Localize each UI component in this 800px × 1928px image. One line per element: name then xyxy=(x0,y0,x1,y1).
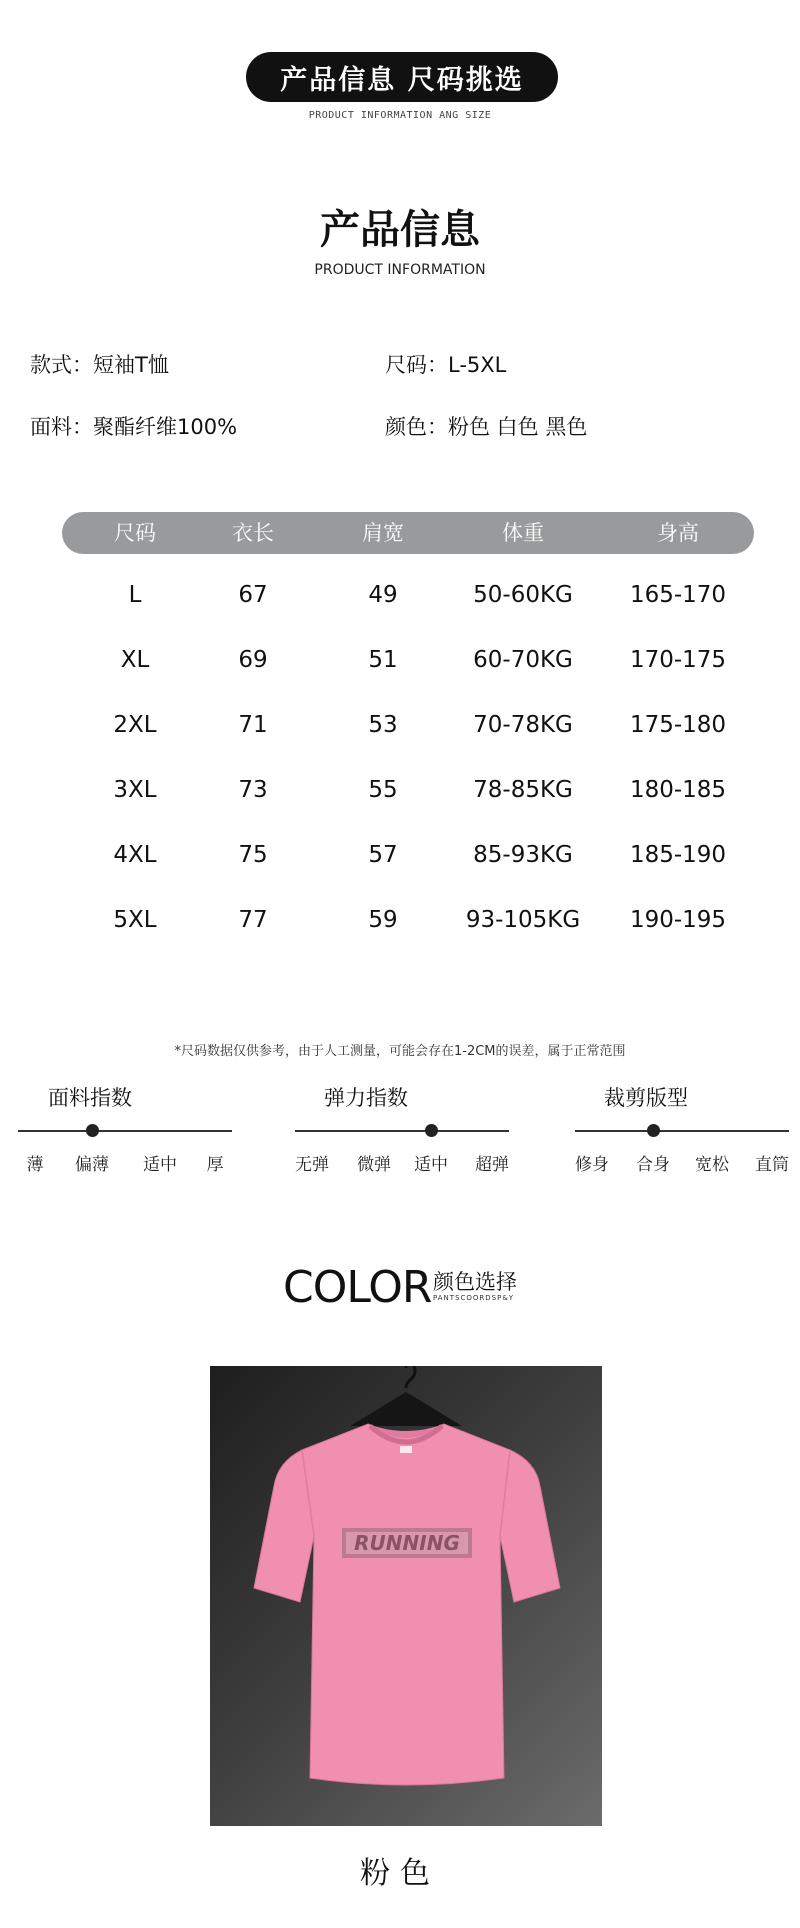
size-table-cell: 93-105KG xyxy=(465,907,581,933)
tshirt-illustration xyxy=(210,1366,602,1826)
indicator-label: 合身 xyxy=(636,1155,670,1175)
size-table-cell: 67 xyxy=(238,582,268,608)
indicator-title: 裁剪版型 xyxy=(604,1086,688,1110)
size-table-cell: 73 xyxy=(238,777,268,803)
indicator-label: 适中 xyxy=(143,1155,177,1175)
size-table-cell: 165-170 xyxy=(629,582,727,608)
size-table-cell: 190-195 xyxy=(629,907,727,933)
size-table-cell: 55 xyxy=(368,777,398,803)
size-table-cell: 51 xyxy=(368,647,398,673)
indicator-label: 适中 xyxy=(414,1155,448,1175)
size-table-cell: 71 xyxy=(238,712,268,738)
size-table-cell: 60-70KG xyxy=(473,647,573,673)
size-table-cell: 49 xyxy=(368,582,398,608)
size-table-cell: XL xyxy=(120,647,150,673)
size-table-cell: 57 xyxy=(368,842,398,868)
size-table-cell: 5XL xyxy=(113,907,157,933)
indicator-track xyxy=(18,1130,232,1132)
indicator-label: 薄 xyxy=(26,1155,44,1175)
indicator-title: 弹力指数 xyxy=(324,1086,408,1110)
indicator-label: 微弹 xyxy=(357,1155,391,1175)
indicator-track xyxy=(295,1130,509,1132)
indicator-label: 厚 xyxy=(206,1155,224,1175)
info-fabric: 面料：聚酯纤维100% xyxy=(30,415,238,439)
color-heading-small: PANTSCOORDSP&Y xyxy=(433,1294,515,1302)
info-size: 尺码：L-5XL xyxy=(385,353,507,377)
photo-caption: 粉色 xyxy=(360,1856,440,1891)
header-pill: 产品信息 尺码挑选 xyxy=(246,52,558,102)
info-color: 颜色：粉色 白色 黑色 xyxy=(385,415,588,439)
print-text: RUNNING xyxy=(354,1531,460,1555)
color-heading-cn: 颜色选择 xyxy=(433,1270,517,1294)
indicator-label: 超弹 xyxy=(475,1155,509,1175)
size-table-cell: 170-175 xyxy=(629,647,727,673)
size-table-cell: 78-85KG xyxy=(473,777,573,803)
size-table-header: 肩宽 xyxy=(362,521,404,545)
size-table-cell: 2XL xyxy=(113,712,157,738)
indicator-marker xyxy=(647,1124,660,1137)
indicator-label: 无弹 xyxy=(295,1155,329,1175)
size-table-cell: 53 xyxy=(368,712,398,738)
size-table-cell: 69 xyxy=(238,647,268,673)
size-table-header: 体重 xyxy=(502,521,544,545)
size-table-cell: 185-190 xyxy=(629,842,727,868)
size-table-cell: 3XL xyxy=(113,777,157,803)
indicator-label: 宽松 xyxy=(695,1155,729,1175)
indicator-track xyxy=(575,1130,789,1132)
size-table-header: 尺码 xyxy=(114,521,156,545)
info-style: 款式：短袖T恤 xyxy=(30,353,169,377)
indicator-title: 面料指数 xyxy=(48,1086,132,1110)
header-subtitle: PRODUCT INFORMATION ANG SIZE xyxy=(308,110,492,121)
size-table-cell: 70-78KG xyxy=(473,712,573,738)
size-table-header: 衣长 xyxy=(232,521,274,545)
size-table-header: 身高 xyxy=(657,521,699,545)
size-table-cell: 85-93KG xyxy=(473,842,573,868)
size-table-cell: 175-180 xyxy=(629,712,727,738)
size-table-cell: L xyxy=(128,582,142,608)
size-table-cell: 59 xyxy=(368,907,398,933)
size-table-cell: 75 xyxy=(238,842,268,868)
size-table-cell: 180-185 xyxy=(629,777,727,803)
size-table-cell: 77 xyxy=(238,907,268,933)
indicator-marker xyxy=(86,1124,99,1137)
size-table-cell: 4XL xyxy=(113,842,157,868)
indicator-label: 修身 xyxy=(575,1155,609,1175)
size-table-cell: 50-60KG xyxy=(473,582,573,608)
product-photo xyxy=(210,1366,602,1826)
indicator-label: 直筒 xyxy=(755,1155,789,1175)
product-info-subtitle: PRODUCT INFORMATION xyxy=(314,262,486,278)
color-heading: COLOR xyxy=(283,1262,432,1313)
measurement-note: *尺码数据仅供参考，由于人工测量，可能会存在1-2CM的误差，属于正常范围 xyxy=(174,1044,626,1059)
indicator-label: 偏薄 xyxy=(75,1155,109,1175)
indicator-marker xyxy=(425,1124,438,1137)
product-info-title: 产品信息 xyxy=(320,207,480,253)
